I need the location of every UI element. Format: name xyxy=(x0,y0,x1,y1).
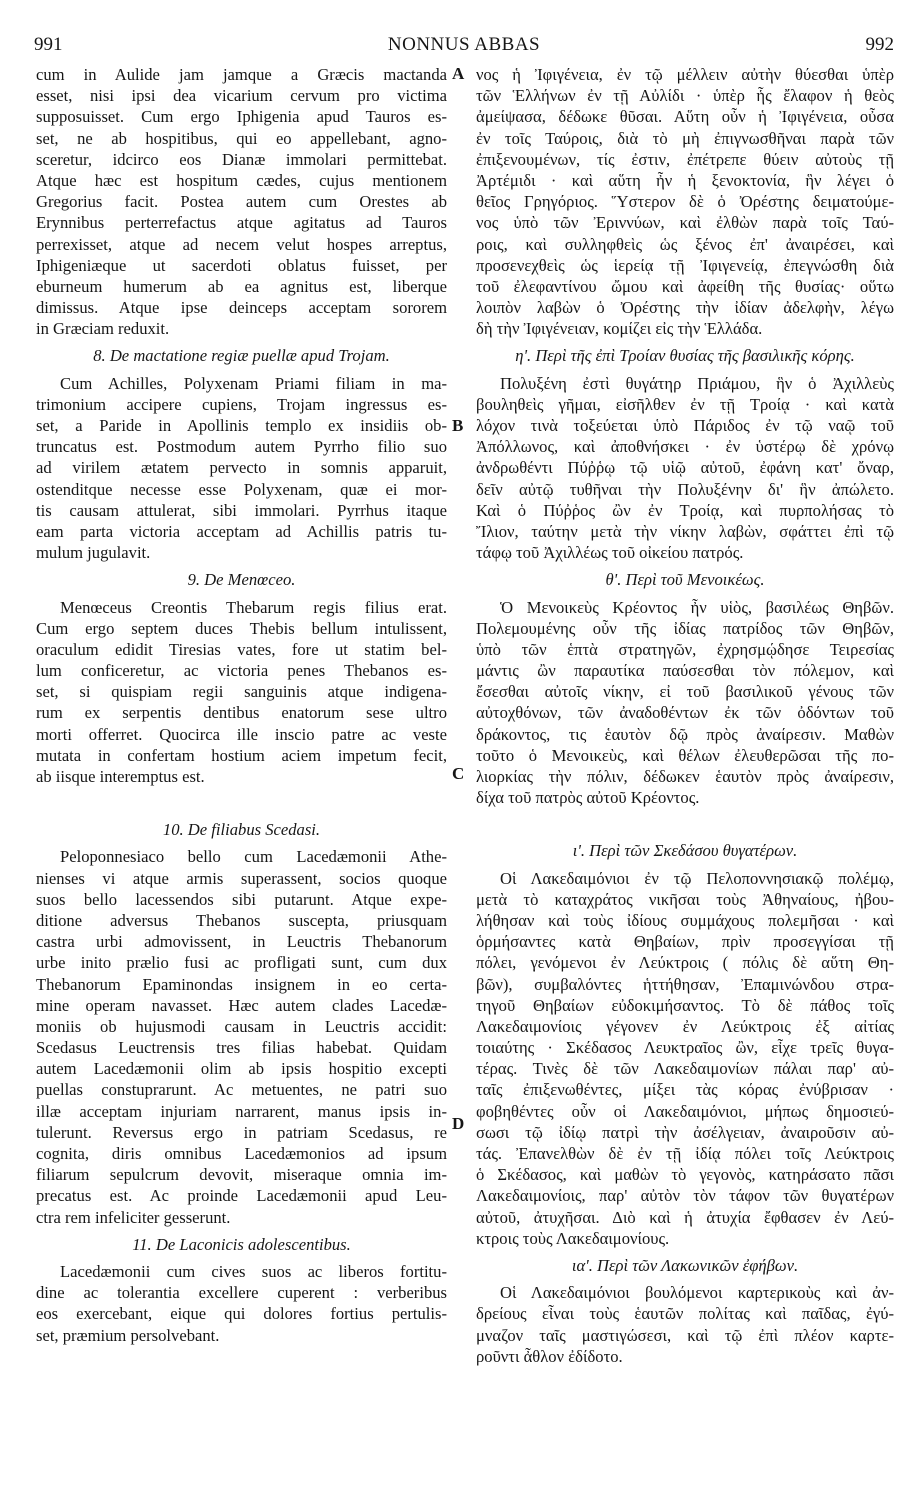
text-line: precatus est. Ac proinde Lacedæmonii apud Leu- xyxy=(36,1186,447,1206)
text-line: Καὶ ὁ Πύῤῥος ὢν ἐν Τροίᾳ, καὶ πυρπολήσας τὸ xyxy=(476,500,894,520)
text-line: tulerunt. Reversus ergo in patriam Scedasus, re xyxy=(36,1122,447,1142)
text-line: Peloponnesiaco bello cum Lacedæmonii Athe- xyxy=(60,847,447,867)
text-line: βουληθεὶς γῆμαι, εἰσῆλθεν ἐν τῇ Τροίᾳ · καὶ κατὰ xyxy=(476,394,894,414)
page-number-left: 991 xyxy=(34,34,63,55)
latin-column xyxy=(36,64,447,1346)
text-line: μναζον ταῖς μαστιγώσεσι, καὶ τῷ ἐπὶ πλέον καρτε- xyxy=(476,1325,894,1345)
text-line: ἀμείψασα, δέδωκε θῦσαι. Αὕτη οὖν ἡ Ἰφιγένεια, οὖσα xyxy=(476,107,894,127)
text-line: set, ne ab hospitibus, qui eo appellebant, agno- xyxy=(36,128,447,148)
text-line: mine operam navasset. Hæc autem clades Lacedæ- xyxy=(36,995,447,1015)
text-line: τοῦ ἐλεφαντίνου ὤμου καὶ ἀφείθη τῆς θυσίας· οὕτω xyxy=(476,276,894,296)
text-line: δὴ τὴν Ἰφιγένειαν, κομίζει εἰς τὴν Ἑλλάδα. xyxy=(476,319,763,339)
margin-letter-c: C xyxy=(452,764,465,783)
text-line: λιορκίας τὴν πόλιν, δέδωκεν ἑαυτὸν πρὸς ἀναίρεσιν, xyxy=(476,767,894,786)
text-line: rum ex serpentis dentibus enatorum sese ultro xyxy=(36,703,447,723)
text-line: filiarum sepulcrum devovit, miseraque omnia im- xyxy=(36,1165,447,1185)
text-line: αὐτοῦ, ἀτυχῆσαι. Διὸ καὶ ἡ ἀτυχία ἔφθασεν ἐν Λεύ- xyxy=(476,1207,894,1227)
text-line: ἔσεσθαι αὐτοῖς νίκην, εἰ τοῦ βασιλικοῦ γένους τῶν xyxy=(476,682,894,702)
text-line: Λακεδαιμονίοις, παρ' αὐτὸν τὸν τάφον τῶν θυγατέρων xyxy=(476,1186,894,1206)
text-line: eos exercebant, eique qui dolores fortius pertulis- xyxy=(36,1304,447,1324)
text-line: ἐν τοῖς Ταύροις, διὰ τὸ μὴ ἐπιγνωσθῆναι παρὰ τῶν xyxy=(476,128,894,148)
text-line: κτροις τοὺς Λακεδαιμονίους. xyxy=(476,1228,670,1248)
text-line: Cum ergo septem duces Thebis bellum intulissent, xyxy=(36,618,447,638)
margin-letter-d: D xyxy=(452,1114,465,1133)
text-line: δίχα τοῦ πατρὸς αὐτοῦ Κρέοντος. xyxy=(476,788,700,808)
latin-section-heading: 9. De Menœceo. xyxy=(187,570,296,590)
text-line: ostenditque necesse esse Polyxenam, quæ ei mor- xyxy=(36,479,447,499)
text-line: Cum Achilles, Polyxenam Priami filiam in ma- xyxy=(60,373,447,393)
text-line: μετὰ τὸ καταχράτος νικῆσαι τοὺς Ἀθηναίους, ἠβου- xyxy=(476,889,894,909)
text-line: λόχον τινὰ τοξεύεται ὑπὸ Πάριδος ἐν τῷ ναῷ τοῦ xyxy=(476,416,894,435)
text-line: σωσι τῷ ἰδίῳ πατρὶ τὴν ἀσέλγειαν, ἀναιροῦσιν αὐ- xyxy=(476,1122,894,1142)
latin-section-heading: 10. De filiabus Scedasi. xyxy=(162,820,321,840)
text-line: ὁ Σκέδασος, καὶ μαθὼν τὸ γεγονὸς, κατηράσατο πᾶσι xyxy=(476,1165,894,1185)
text-line: βῶν), συμβαλόντες ἡττήθησαν, Ἐπαμινώνδου στρα- xyxy=(476,974,894,994)
text-line: ἀνδρωθέντι Πύῤῥῳ τῷ υἱῷ αὐτοῦ, ἐφάνη κατ' ὄναρ, xyxy=(476,458,894,478)
text-line: ad virilem ætatem pervecto in somnis apparuit, xyxy=(36,458,447,478)
text-line: esset, nisi ipsi dea vicarium cervum pro victima xyxy=(36,86,447,106)
text-line: Lacedæmonii cum cives suos ac liberos fortitu- xyxy=(60,1261,447,1281)
text-line: eam parta victoria acceptam ad Achillis patris tu- xyxy=(36,521,447,541)
greek-paragraph xyxy=(476,64,894,339)
text-line: τῶν Ἑλλήνων ἐν τῇ Αὐλίδι · ὑπὲρ ἧς ἔλαφον ἡ θεὸς xyxy=(476,86,894,106)
greek-paragraph xyxy=(476,1282,894,1367)
text-line: ctra rem infeliciter gesserunt. xyxy=(36,1207,231,1227)
text-line: ροις, καὶ συλληφθεὶς ὡς ξένος ἐπ' ἀναιρέσει, καὶ xyxy=(476,234,894,254)
greek-paragraph xyxy=(476,373,894,564)
text-line: νος ὑπὸ τῶν Ἐριννύων, καὶ ἐλθὼν παρὰ τοῖς Ταύ- xyxy=(476,213,894,233)
text-line: φοβηθέντες οὖν οἱ Λακεδαιμόνιοι, μήπως δημοσιεύ- xyxy=(476,1101,894,1121)
text-line: suos bello lacessendos sibi putarunt. Atque expe- xyxy=(36,889,447,909)
text-line: Thebanorum Epaminondas insignem in eo certa- xyxy=(36,974,447,994)
latin-paragraph xyxy=(36,373,447,564)
section-gap xyxy=(476,808,894,834)
greek-paragraph xyxy=(476,868,894,1249)
running-title: NONNUS ABBAS xyxy=(387,34,541,55)
text-line: Ἀρτέμιδι · καὶ αὕτη ἦν ἡ ξενοκτονία, ἣν λέγει ὁ xyxy=(476,170,894,190)
text-line: ab iisque interemptus est. xyxy=(36,767,205,786)
text-line: Λακεδαιμονίοις γέγονεν ἐν Λεύκτροις ἐξ αἰτίας xyxy=(476,1016,894,1036)
text-line: autem Lacedæmonii olim ab ipsis hospitio excepti xyxy=(36,1059,447,1079)
text-line: τοῦτο ὁ Μενοικεὺς, καὶ θέλων ἐλευθερῶσαι τῆς πο- xyxy=(476,745,894,765)
text-line: in Græciam reduxit. xyxy=(36,319,170,339)
text-line: τηγοῦ Θηβαίων εὐδοκιμήσαντος. Τὸ δὲ πάθος τοῖς xyxy=(476,995,894,1015)
text-line: nienses vi atque armis superassent, socios quoque xyxy=(36,868,447,888)
text-line: Menœceus Creontis Thebarum regis filius erat. xyxy=(60,597,447,617)
text-line: Πολεμουμένης οὖν τῆς ἰδίας πατρίδος τῶν Θηβῶν, xyxy=(476,618,894,638)
text-line: ditione adversus Thebanos suscepta, priusquam xyxy=(36,910,447,930)
latin-paragraph xyxy=(36,1261,447,1346)
text-line: Iphigeniæque ut sacerdoti oblatus fuisset, per xyxy=(36,255,447,275)
text-line: Οἱ Λακεδαιμόνιοι ἐν τῷ Πελοποννησιακῷ πολέμῳ, xyxy=(500,868,894,888)
text-line: Ἀπόλλωνος, καὶ ἀποθνήσκει · ἐν ὑστέρῳ δὲ χρόνῳ xyxy=(476,437,894,457)
text-line: τάς. Ἐπανελθὼν δὲ ἐν τῇ ἰδίᾳ πόλει τοῖς Λεύκτροις xyxy=(476,1144,894,1163)
text-line: Erynnibus perterrefactus atque agitatus ad Tauros xyxy=(36,213,447,233)
text-line: perrexisset, atque ad necem velut hospes arreptus, xyxy=(36,234,447,254)
text-line: πόλει, γενόμενοι ἐν Λεύκτροις ( πόλις δὲ αὕτη Θη- xyxy=(476,953,894,973)
page-number-right: 992 xyxy=(865,34,894,55)
text-line: supposuisset. Cum ergo Iphigenia apud Tauros es- xyxy=(36,107,447,127)
text-line: τάφῳ τοῦ Ἀχιλλέως τοῦ οἰκείου πατρός. xyxy=(476,543,744,563)
text-line: τέρας. Τινὲς δὲ τῶν Λακεδαιμονίων πάλαι παρ' αὐ- xyxy=(476,1059,894,1079)
text-line: moniis ob hujusmodi causam in Leuctris accidit: xyxy=(36,1016,447,1036)
text-line: truncatus est. Postmodum autem Pyrrho filio suo xyxy=(36,437,447,457)
greek-column xyxy=(476,64,894,1367)
text-line: dine ac tolerantia excellere cuperent : verberibus xyxy=(36,1283,447,1303)
text-line: θεῖος Γρηγόριος. Ὕστερον δὲ ὁ Ὀρέστης δειματούμε- xyxy=(476,192,894,212)
text-line: ροῦντι ἆθλον ἐδίδοτο. xyxy=(476,1346,623,1366)
text-line: ὁρμήσαντες κατὰ Θηβαίων, πρὶν προσεγγίσαι τῇ xyxy=(476,932,894,952)
latin-paragraph xyxy=(36,64,447,339)
text-line: mutata in confertam hostium aciem impetum fecit, xyxy=(36,745,447,765)
text-line: set, præmium persolvebant. xyxy=(36,1325,220,1345)
text-line: cognita, diris omnibus Lacedæmonios ad ipsum xyxy=(36,1144,447,1163)
text-line: Atque hæc est hospitum cædes, cujus mentionem xyxy=(36,170,447,190)
text-line: Οἱ Λακεδαιμόνιοι βουλόμενοι καρτερικοὺς καὶ ἀν- xyxy=(500,1283,894,1303)
text-line: eburneum humerum ab ea agnitus est, liberque xyxy=(36,276,447,296)
text-line: urbe inito prælio fusi ac profligati sunt, cum dux xyxy=(36,953,447,973)
margin-letter-a: A xyxy=(452,64,465,83)
text-line: set, a Paride in Apollinis templo ex insidiis ob- xyxy=(36,416,447,435)
text-line: sceretur, idcirco eos Dianæ immolari permittebat. xyxy=(36,149,447,169)
text-line: δρείους εἶναι τοὺς ἑαυτῶν πολίτας καὶ παῖδας, ἐγύ- xyxy=(476,1304,894,1324)
text-line: Gregorius facit. Postea autem cum Orestes ab xyxy=(36,192,447,212)
text-line: mulum jugulavit. xyxy=(36,543,151,563)
greek-section-heading: θ'. Περὶ τοῦ Μενοικέως. xyxy=(605,570,765,590)
text-line: dimissus. Atque ipse deinceps acceptam sororem xyxy=(36,298,447,318)
text-line: Ἴλιον, ταύτην μετὰ τὴν νίκην λαβὼν, σφάττει ἐπὶ τῷ xyxy=(476,521,894,541)
text-line: castra urbi admovissent, in Leuctris Thebanorum xyxy=(36,932,447,952)
text-line: δεῖν αὐτῷ τυθῆναι τὴν Πολυξένην δι' ἣν ἀπώλετο. xyxy=(476,479,894,499)
text-line: αὐτοχθόνων, τῶν ἀναδοθέντων ἐκ τῶν ὀδόντων τοῦ xyxy=(476,703,894,723)
latin-section-heading: 8. De mactatione regiæ puellæ apud Trojam. xyxy=(93,346,390,366)
text-line: λήθησαν καὶ τοὺς ἰδίους συμμάχους πολεμῆσαι · καὶ xyxy=(476,910,894,930)
greek-section-heading: η'. Περὶ τῆς ἐπὶ Τροίαν θυσίας τῆς βασιλικῆς κόρης. xyxy=(515,346,855,366)
text-line: τοιαύτης · Σκέδασος Λευκτραῖος ὢν, εἶχε τρεῖς θυγα- xyxy=(476,1038,894,1058)
section-gap xyxy=(36,787,447,813)
text-line: ὑπὸ τῶν ἑπτὰ στρατηγῶν, ἐχρησμῴδησε Τειρεσίας xyxy=(476,639,894,659)
text-line: ἐπιξενουμένων, τίς ἐστιν, ἐπέτρεπε θύειν αὐτοὺς τῇ xyxy=(476,149,894,169)
latin-paragraph xyxy=(36,846,447,1227)
text-line: δράκοντος, τις ἑαυτὸν δῷ πρὸς ἀναίρεσιν. Μαθὼν xyxy=(476,724,894,744)
latin-paragraph xyxy=(36,597,447,788)
text-line: Scedasus Leuctrensis tres filias habebat. Quidam xyxy=(36,1038,447,1058)
text-line: μάντις ὢν παραυτίκα παύσεσθαι τὸν πόλεμον, καὶ xyxy=(476,661,894,681)
running-header xyxy=(34,34,894,60)
text-line: Πολυξένη ἐστὶ θυγάτηρ Πριάμου, ἣν ὁ Ἀχιλλεὺς xyxy=(500,373,894,393)
text-line: tis causam attulerat, sibi immolari. Pyrrhus itaque xyxy=(36,500,447,520)
text-line: morti offerret. Quocirca ille inscio patre ac veste xyxy=(36,724,447,744)
text-line: illæ acceptam injuriam narrarent, manus ipsis in- xyxy=(36,1101,447,1121)
text-line: set, si quispiam regii sanguinis atque indigena- xyxy=(36,682,447,702)
text-line: προσενεχθεὶς ὡς ἱερείᾳ τῇ Ἰφιγενείᾳ, ἐπεγνώσθη διὰ xyxy=(476,255,894,275)
text-line: lum conficeretur, ac victoria penes Thebanos es- xyxy=(36,661,447,681)
margin-letter-b: B xyxy=(452,416,464,435)
text-line: cum in Aulide jam jamque a Græcis mactanda xyxy=(36,65,447,84)
greek-paragraph xyxy=(476,597,894,809)
latin-section-heading: 11. De Laconicis adolescentibus. xyxy=(132,1234,351,1254)
text-line: trimonium accipere cupiens, Trojam ingressus es- xyxy=(36,394,447,414)
text-line: puellas constuprarunt. Ac metuentes, ne patri suo xyxy=(36,1080,447,1100)
text-line: oraculum edidit Tiresias vates, fore ut statim bel- xyxy=(36,639,447,659)
text-line: νος ἡ Ἰφιγένεια, ἐν τῷ μέλλειν αὐτὴν θύεσθαι ὑπὲρ xyxy=(476,65,894,84)
text-line: ταῖς ἐπιξενωθέντες, μίξει τὰς κόρας ἐνύβρισαν · xyxy=(476,1080,894,1100)
greek-section-heading: ι'. Περὶ τῶν Σκεδάσου θυγατέρων. xyxy=(572,841,798,861)
greek-section-heading: ια'. Περὶ τῶν Λακωνικῶν ἐφήβων. xyxy=(571,1255,799,1275)
text-line: Ὁ Μενοικεὺς Κρέοντος ἦν υἱὸς, βασιλέως Θηβῶν. xyxy=(500,597,894,617)
text-line: λοιπὸν λαβὼν ὁ Ὀρέστης τὴν ἰδίαν ἀδελφὴν, λέγω xyxy=(476,298,894,318)
